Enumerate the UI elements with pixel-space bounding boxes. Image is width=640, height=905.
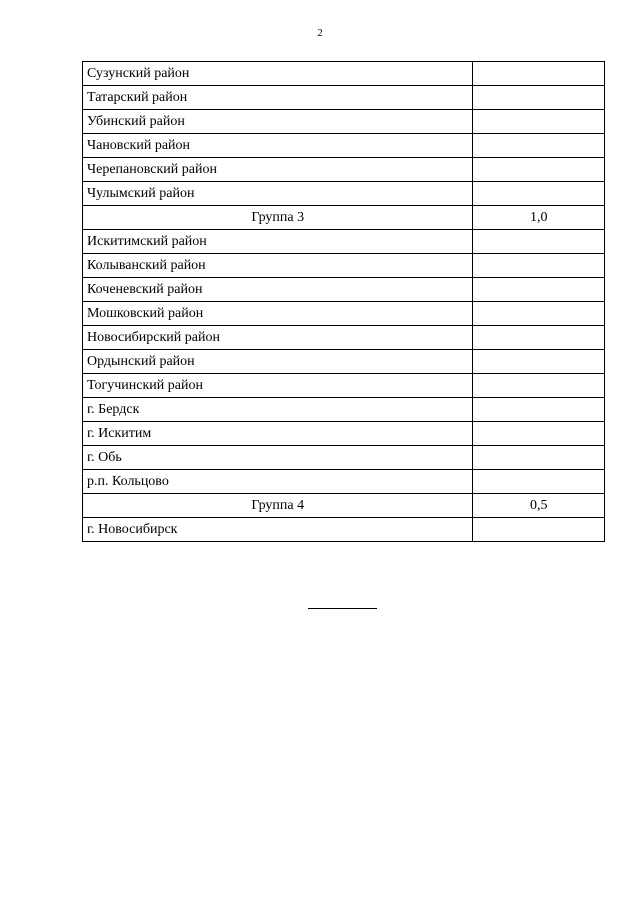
coefficient-cell bbox=[473, 254, 605, 278]
group-header-row bbox=[83, 494, 605, 518]
coefficient-cell bbox=[473, 326, 605, 350]
coefficient-cell bbox=[473, 302, 605, 326]
district-name-cell: Сузунский район bbox=[83, 62, 473, 86]
district-name-cell: Ордынский район bbox=[83, 350, 473, 374]
district-name-cell: Коченевский район bbox=[83, 278, 473, 302]
table-row bbox=[83, 518, 605, 542]
district-name-cell: Чулымский район bbox=[83, 182, 473, 206]
group-coefficient: 0,5 bbox=[473, 494, 605, 518]
district-name-cell: г. Искитим bbox=[83, 422, 473, 446]
table-row bbox=[83, 470, 605, 494]
coefficient-cell bbox=[473, 398, 605, 422]
coefficient-cell bbox=[473, 422, 605, 446]
district-name-cell: Искитимский район bbox=[83, 230, 473, 254]
coefficient-cell bbox=[473, 374, 605, 398]
table-row bbox=[83, 422, 605, 446]
table-row bbox=[83, 302, 605, 326]
coefficient-cell bbox=[473, 158, 605, 182]
coefficient-cell bbox=[473, 110, 605, 134]
coefficient-cell bbox=[473, 278, 605, 302]
group-label: Группа 3 bbox=[83, 206, 473, 230]
coefficient-cell bbox=[473, 470, 605, 494]
coefficient-cell bbox=[473, 518, 605, 542]
table-row bbox=[83, 86, 605, 110]
group-label: Группа 4 bbox=[83, 494, 473, 518]
district-name-cell: Мошковский район bbox=[83, 302, 473, 326]
table-row bbox=[83, 158, 605, 182]
district-name-cell: р.п. Кольцово bbox=[83, 470, 473, 494]
table-row bbox=[83, 278, 605, 302]
district-name-cell: Чановский район bbox=[83, 134, 473, 158]
district-name-cell: г. Обь bbox=[83, 446, 473, 470]
table-row bbox=[83, 110, 605, 134]
coefficient-cell bbox=[473, 134, 605, 158]
table-row bbox=[83, 254, 605, 278]
table-row bbox=[83, 350, 605, 374]
table-row bbox=[83, 230, 605, 254]
page-number: 2 bbox=[317, 27, 323, 39]
district-name-cell: Колыванский район bbox=[83, 254, 473, 278]
district-name-cell: Татарский район bbox=[83, 86, 473, 110]
group-coefficient: 1,0 bbox=[473, 206, 605, 230]
table-row bbox=[83, 134, 605, 158]
district-name-cell: Тогучинский район bbox=[83, 374, 473, 398]
table-row bbox=[83, 182, 605, 206]
district-name-cell: Убинский район bbox=[83, 110, 473, 134]
table-row bbox=[83, 62, 605, 86]
table-row bbox=[83, 374, 605, 398]
coefficient-cell bbox=[473, 62, 605, 86]
district-name-cell: Черепановский район bbox=[83, 158, 473, 182]
coefficient-cell bbox=[473, 350, 605, 374]
district-name-cell: г. Бердск bbox=[83, 398, 473, 422]
table-body bbox=[83, 62, 605, 542]
table-row bbox=[83, 326, 605, 350]
closing-line bbox=[308, 608, 377, 609]
coefficient-cell bbox=[473, 86, 605, 110]
table-row bbox=[83, 398, 605, 422]
coefficient-cell bbox=[473, 182, 605, 206]
coefficient-cell bbox=[473, 230, 605, 254]
district-name-cell: Новосибирский район bbox=[83, 326, 473, 350]
coefficient-cell bbox=[473, 446, 605, 470]
district-coefficient-table bbox=[82, 61, 605, 542]
district-name-cell: г. Новосибирск bbox=[83, 518, 473, 542]
group-header-row bbox=[83, 206, 605, 230]
table-row bbox=[83, 446, 605, 470]
